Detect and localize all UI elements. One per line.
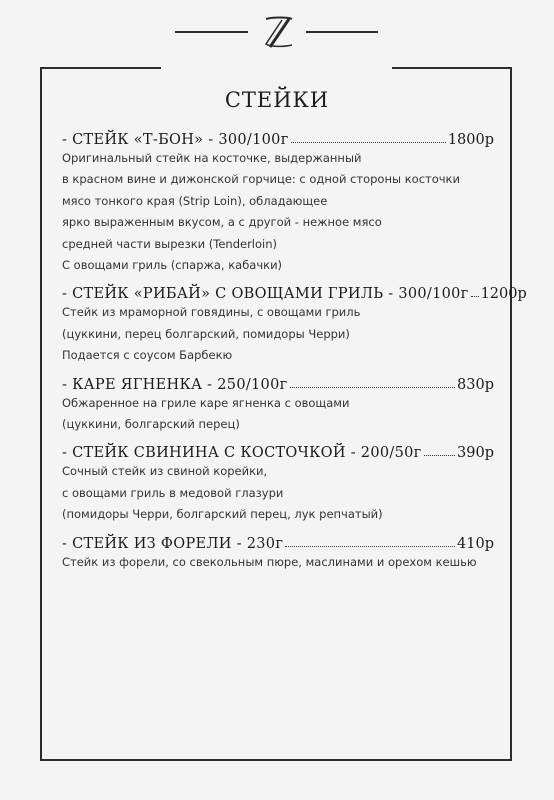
menu-item-name: - КАРЕ ЯГНЕНКА - 250/100г bbox=[62, 376, 288, 393]
menu-item-name: - СТЕЙК «РИБАЙ» С ОВОЩАМИ ГРИЛЬ - 300/100г bbox=[62, 286, 469, 303]
description-line: мясо тонкого края (Strip Loin), обладающее bbox=[62, 193, 328, 208]
description-line: Подается с соусом Барбекю bbox=[62, 348, 233, 363]
menu-item bbox=[62, 369, 494, 436]
description-line: Стейк из форели, со свекольным пюре, маслинами и орехом кешью bbox=[62, 554, 477, 569]
description-line: Оригинальный стейк на косточке, выдержанный bbox=[62, 151, 362, 165]
dot-leader bbox=[285, 546, 455, 547]
description-line: ярко выраженным вкусом, а с другой - нежное мясо bbox=[62, 215, 382, 230]
dot-leader bbox=[291, 142, 446, 143]
description-line: Сочный стейк из свиной корейки, bbox=[62, 464, 268, 479]
description-line: (помидоры Черри, болгарский перец, лук репчатый) bbox=[62, 507, 383, 522]
menu-item-description bbox=[62, 461, 494, 525]
menu-item-header bbox=[62, 369, 494, 393]
menu-item-name: - СТЕЙК «Т-БОН» - 300/100г bbox=[62, 132, 289, 148]
menu-item bbox=[62, 528, 494, 573]
dot-leader bbox=[290, 387, 456, 388]
dot-leader bbox=[424, 455, 456, 456]
frame-gap bbox=[161, 62, 392, 74]
brand-monogram-icon bbox=[258, 16, 298, 50]
menu-item-header bbox=[62, 437, 494, 461]
menu-item bbox=[62, 124, 494, 276]
menu-item-price: 1800р bbox=[447, 132, 494, 148]
dot-leader bbox=[471, 296, 479, 297]
description-line: (цуккини, перец болгарский, помидоры Черри) bbox=[62, 326, 350, 341]
menu-item-price: 390р bbox=[457, 445, 494, 462]
menu-item-description bbox=[62, 552, 494, 573]
menu-item-price: 830р bbox=[457, 376, 494, 393]
description-line: Стейк из мраморной говядины, с овощами гриль bbox=[62, 305, 361, 320]
menu-item bbox=[62, 278, 527, 366]
description-line: (цуккини, болгарский перец) bbox=[62, 417, 240, 432]
menu-item-description bbox=[62, 302, 494, 366]
description-line: Обжаренное на гриле каре ягненка с овощами bbox=[62, 395, 350, 410]
description-line: в красном вине и дижонской горчице: с одной стороны косточки bbox=[62, 172, 460, 187]
page-title: СТЕЙКИ bbox=[224, 88, 330, 112]
menu-list bbox=[62, 122, 527, 573]
menu-item-price: 1200р bbox=[480, 286, 527, 303]
menu-item bbox=[62, 437, 494, 525]
menu-item-name: - СТЕЙК ИЗ ФОРЕЛИ - 230г bbox=[62, 535, 284, 552]
description-line: средней части вырезки (Tenderloin) bbox=[62, 236, 278, 251]
description-line: С овощами гриль (спаржа, кабачки) bbox=[62, 258, 283, 273]
menu-item-description bbox=[62, 148, 494, 276]
menu-item-header bbox=[62, 528, 494, 552]
menu-item-header bbox=[62, 278, 527, 303]
menu-item-header bbox=[62, 124, 494, 148]
description-line: с овощами гриль в медовой глазури bbox=[62, 485, 284, 500]
menu-item-name: - СТЕЙК СВИНИНА С КОСТОЧКОЙ - 200/50г bbox=[62, 445, 422, 462]
menu-item-price: 410р bbox=[457, 535, 494, 552]
menu-item-description bbox=[62, 393, 494, 436]
header-rule-right bbox=[306, 31, 378, 33]
header-rule-left bbox=[175, 31, 248, 33]
